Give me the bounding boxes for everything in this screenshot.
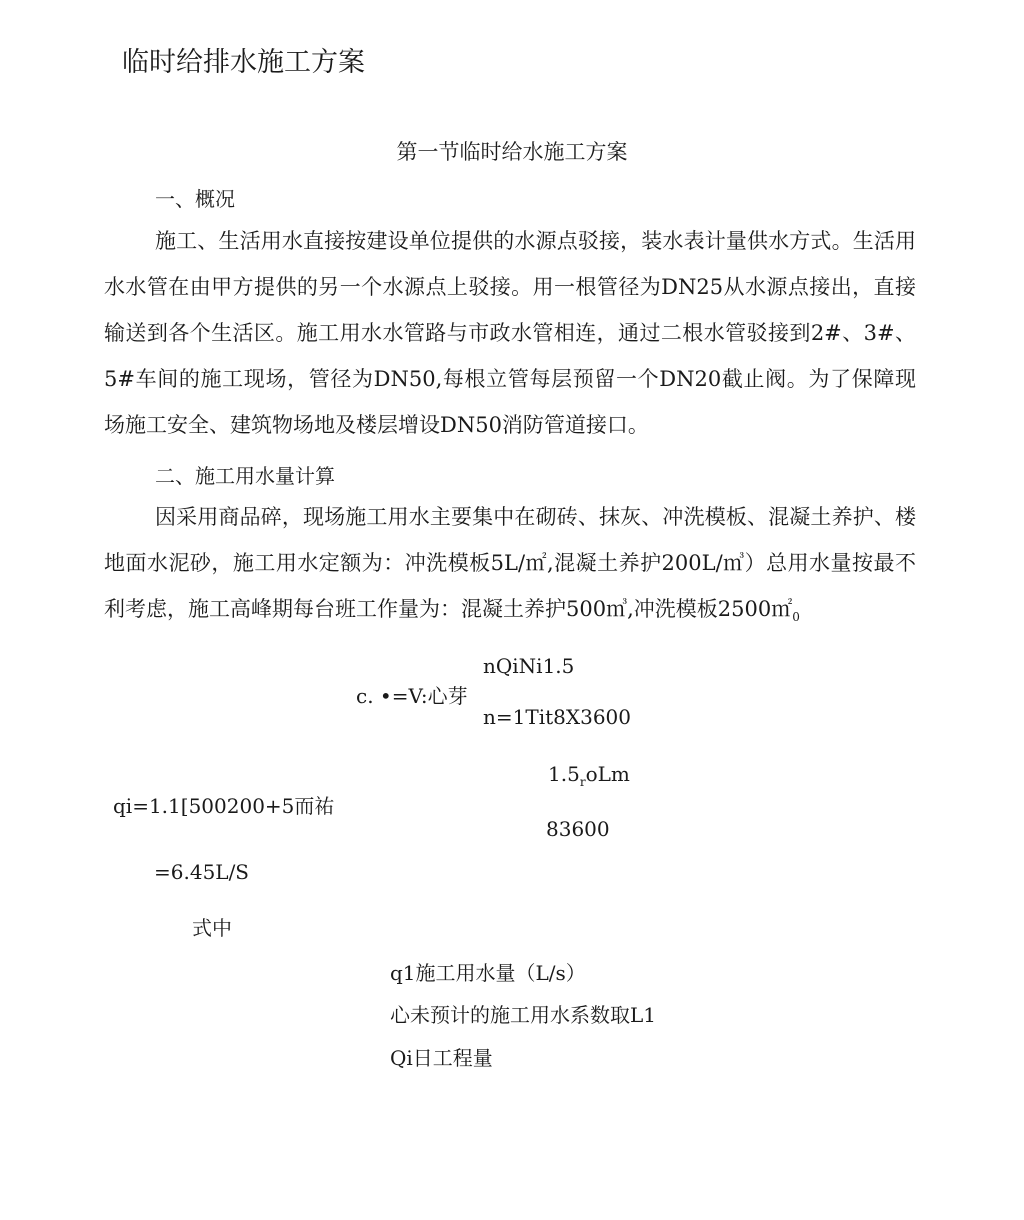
formula1-denominator: n=1Tit8X3600 <box>483 705 631 729</box>
definition-item: Qi日工程量 <box>390 1046 493 1070</box>
paragraph-water-calc-text: 因采用商品碎，现场施工用水主要集中在砌砖、抹灰、冲洗模板、混凝土养护、楼地面水泥砂，施工用水定额为：冲洗模板5L/㎡,混凝土养护200L/㎥）总用水量按最不利考虑，施工高峰期每台班工作量为：混凝土养护500㎥,冲洗模板2500㎡ <box>104 505 916 621</box>
definition-item: q1施工用水量（L/s） <box>390 961 586 985</box>
paragraph-water-calc <box>104 494 916 632</box>
heading-overview: 一、概况 <box>155 187 235 211</box>
formula2-numerator-sub: r <box>579 775 586 789</box>
formula2-numerator-rest: oLm <box>585 762 630 786</box>
formula-result: =6.45L/S <box>154 860 250 884</box>
definition-item: 心未预计的施工用水系数取L1 <box>390 1003 657 1027</box>
formula2-numerator <box>548 762 630 789</box>
formula2-numerator-main: 1.5 <box>548 762 580 786</box>
formula2-denominator: 83600 <box>546 817 610 841</box>
formula2-left: qi=1.1[500200+5而祐 <box>113 794 335 818</box>
document-title: 临时给排水施工方案 <box>122 47 365 78</box>
where-label: 式中 <box>192 916 232 940</box>
section-title: 第一节临时给水施工方案 <box>396 140 628 164</box>
formula1-left: c. •=V:心芽 <box>356 684 468 708</box>
paragraph-water-calc-subscript: 0 <box>792 610 800 625</box>
heading-water-calc: 二、施工用水量计算 <box>155 464 335 488</box>
paragraph-overview: 施工、生活用水直接按建设单位提供的水源点驳接，装水表计量供水方式。生活用水水管在由甲方提供的另一个水源点上驳接。用一根管径为DN25从水源点接出，直接输送到各个生活区。施工用水水管路与市政水管相连，通过二根水管驳接到2#、3#、5#车间的施工现场，管径为DN50,每根立管每层预留一个DN20截止阀。为了保障现场施工安全、建筑物场地及楼层增设DN50消防管道接口。 <box>104 229 916 437</box>
formula1-numerator: nQiNi1.5 <box>483 654 575 678</box>
